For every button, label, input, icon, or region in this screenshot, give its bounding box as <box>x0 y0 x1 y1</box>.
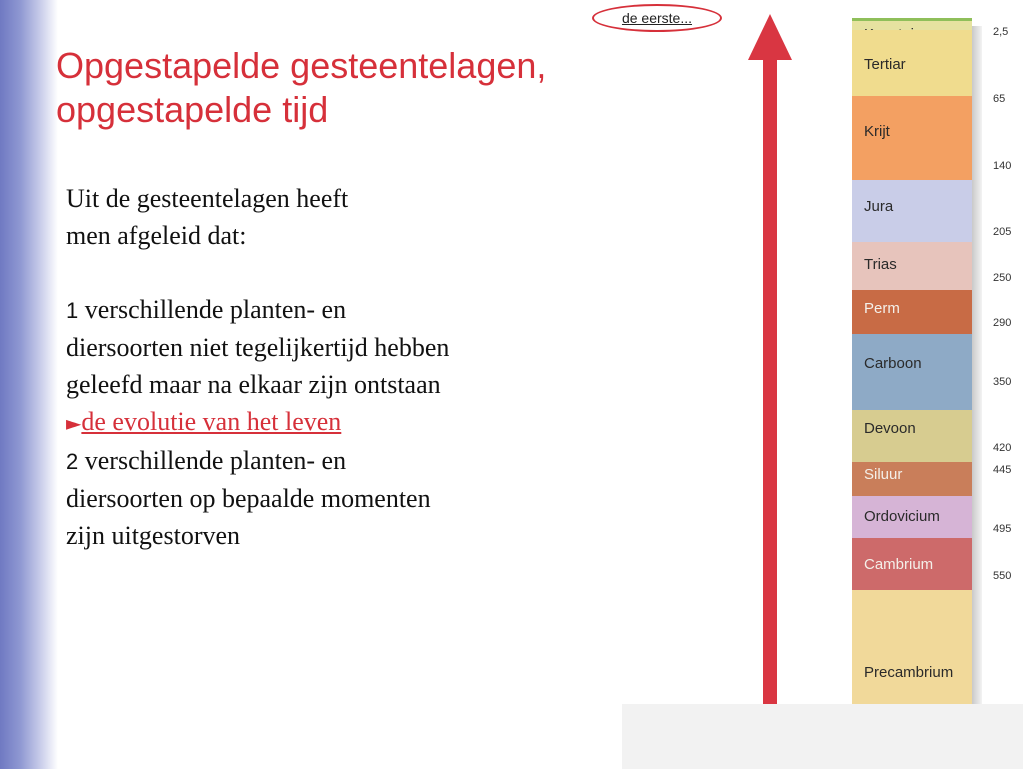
layer-label: Carboon <box>864 355 922 372</box>
title-line-1: Opgestapelde gesteentelagen, <box>56 45 547 86</box>
point-1-number: 1 <box>66 298 79 323</box>
point-1-line-1 <box>66 291 606 329</box>
point-1-text-1: verschillende planten- en <box>84 295 347 324</box>
age-label: 65 <box>993 93 1006 105</box>
evolution-link-line <box>66 403 606 442</box>
intro-line-1: Uit de gesteentelagen heeft <box>66 184 349 213</box>
sidebar-gradient <box>0 0 58 769</box>
spacer <box>66 254 606 291</box>
layer-label: Tertiar <box>864 56 906 73</box>
age-label: 2,5 <box>993 26 1009 38</box>
layer-label: Siluur <box>864 466 903 483</box>
point-2-line-1 <box>66 442 606 480</box>
age-label: 205 <box>993 226 1012 238</box>
triangle-right-icon: ► <box>66 411 82 435</box>
layer-label: Precambrium <box>864 664 954 681</box>
point-2-line-2: diersoorten op bepaalde momenten <box>66 484 431 513</box>
de-eerste-link[interactable]: de eerste... <box>592 4 722 32</box>
point-1-line-2: diersoorten niet tegelijkertijd hebben <box>66 333 450 362</box>
page-title <box>56 44 546 132</box>
age-label: 495 <box>993 523 1012 535</box>
layer-carboon <box>852 334 972 410</box>
age-label: 350 <box>993 376 1012 388</box>
title-line-2: opgestapelde tijd <box>56 89 329 130</box>
age-label: 250 <box>993 272 1012 284</box>
layer-label: Perm <box>864 300 900 317</box>
point-1-line-3: geleefd maar na elkaar zijn ontstaan <box>66 370 441 399</box>
evolution-link[interactable]: de evolutie van het leven <box>81 407 342 436</box>
strata-column <box>852 18 972 744</box>
age-label: 140 <box>993 160 1012 172</box>
age-label: 420 <box>993 442 1012 454</box>
layer-label: Devoon <box>864 420 916 437</box>
intro-line-2: men afgeleid dat: <box>66 221 247 250</box>
point-2-number: 2 <box>66 449 79 474</box>
layer-label: Trias <box>864 256 897 273</box>
point-2-line-3: zijn uitgestorven <box>66 521 241 550</box>
column-shadow <box>972 26 982 744</box>
time-arrow-icon <box>748 14 792 714</box>
bottom-bar <box>622 704 1023 769</box>
layer-label: Krijt <box>864 123 890 140</box>
age-label: 445 <box>993 464 1012 476</box>
age-label: 550 <box>993 570 1012 582</box>
layer-label: Ordovicium <box>864 508 940 525</box>
age-label: 290 <box>993 317 1012 329</box>
point-2-text-1: verschillende planten- en <box>84 446 347 475</box>
layer-label: Jura <box>864 198 894 215</box>
body-text <box>66 180 606 554</box>
layer-label: Cambrium <box>864 556 934 573</box>
